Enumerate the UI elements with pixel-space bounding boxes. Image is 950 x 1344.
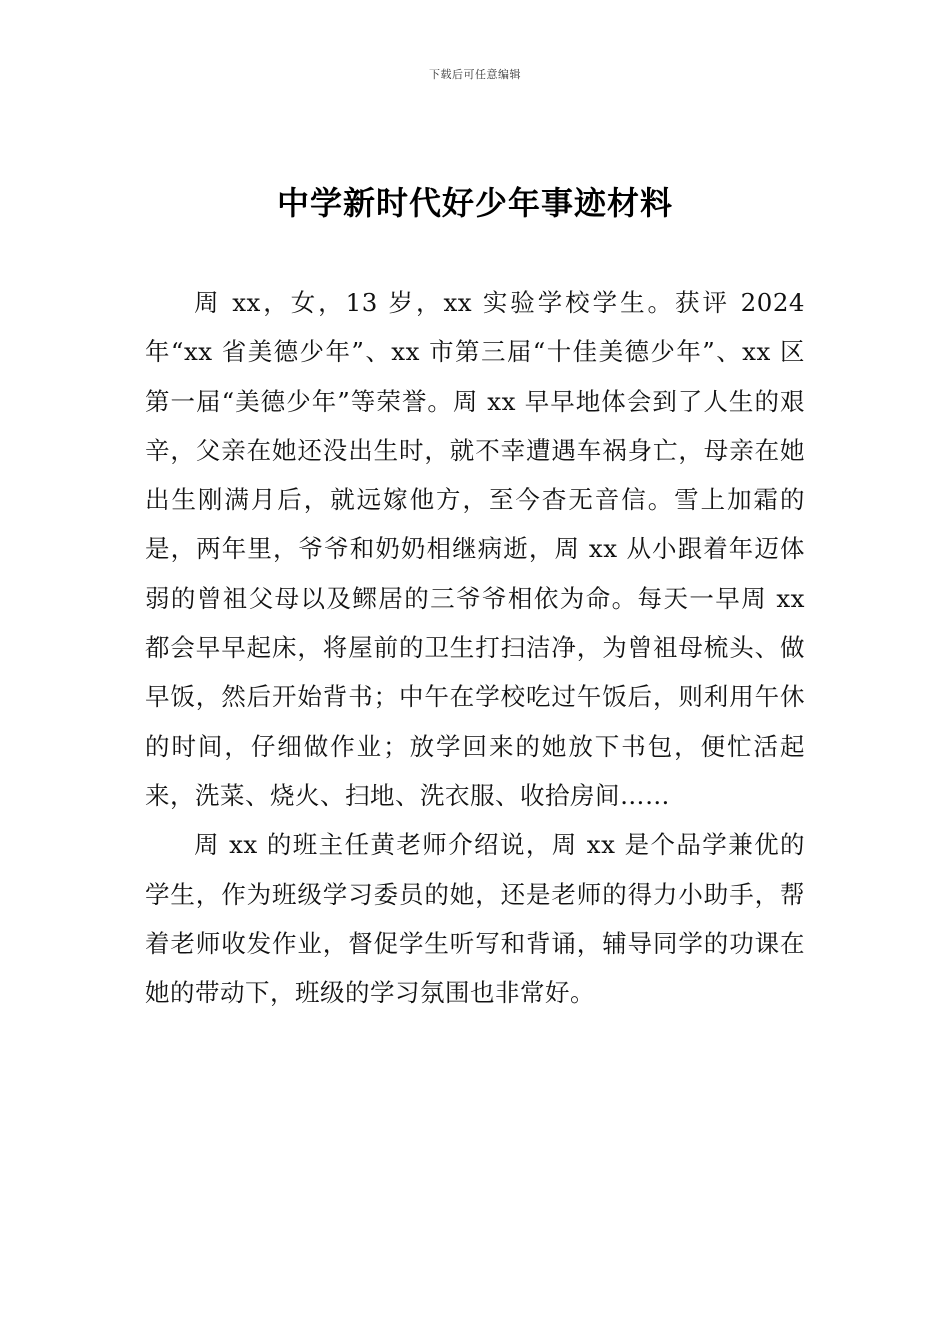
paragraph-1: 周 xx，女，13 岁，xx 实验学校学生。获评 2024 年“xx 省美德少年”、xx 市第三届“十佳美德少年”、xx 区第一届“美德少年”等荣誉。周 xx 早早地体会到了人生的艰辛，父亲在她还没出生时，就不幸遭遇车祸身亡，母亲在她出生刚满月后，就远嫁他方，至今杳无音信。雪上加霜的是，两年里，爷爷和奶奶相继病逝，周 xx 从小跟着年迈体弱的曾祖父母以及鳏居的三爷爷相依为命。每天一早周 xx 都会早早起床，将屋前的卫生打扫洁净，为曾祖母梳头、做早饭，然后开始背书；中午在学校吃过午饭后，则利用午休的时间，仔细做作业；放学回来的她放下书包，便忙活起来，洗菜、烧火、扫地、洗衣服、收拾房间…… bbox=[145, 288, 805, 810]
document-body bbox=[145, 278, 805, 1017]
document-title: 中学新时代好少年事迹材料 bbox=[276, 184, 673, 222]
paragraph-2: 周 xx 的班主任黄老师介绍说，周 xx 是个品学兼优的学生，作为班级学习委员的她，还是老师的得力小助手，帮着老师收发作业，督促学生听写和背诵，辅导同学的功课在她的带动下，班级的学习氛围也非常好。 bbox=[145, 830, 805, 1008]
header-note: 下载后可任意编辑 bbox=[429, 68, 521, 81]
